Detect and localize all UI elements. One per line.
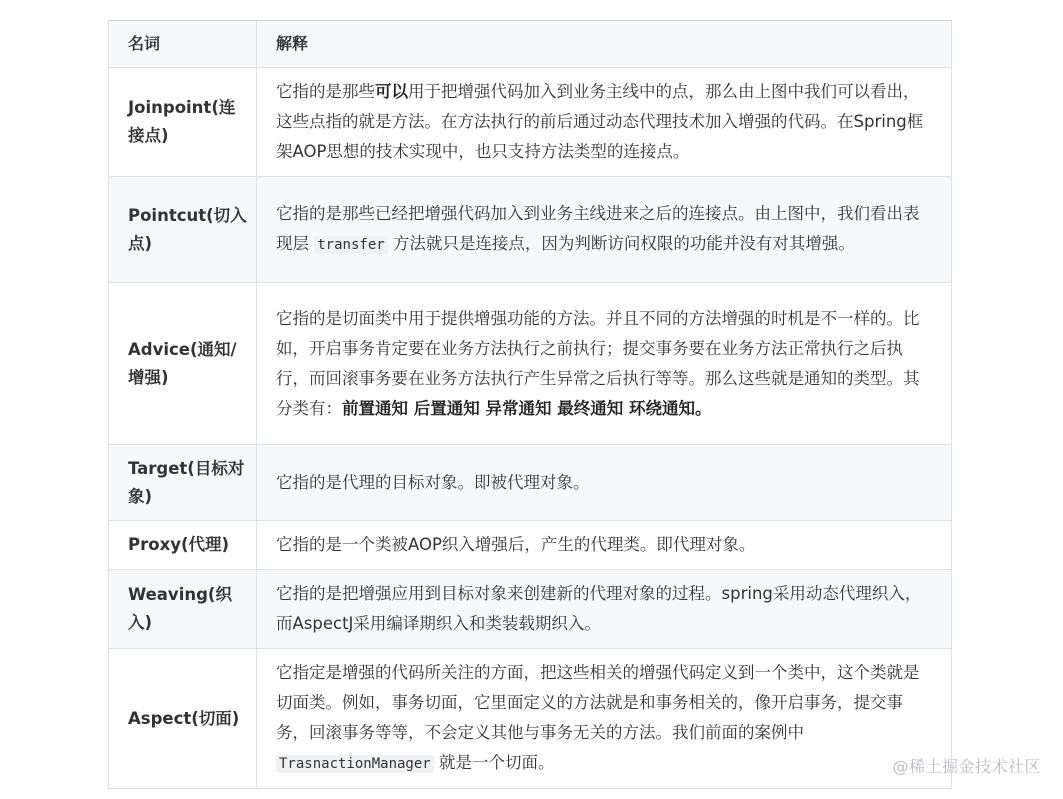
bold-text: 前置通知 后置通知 异常通知 最终通知 环绕通知。 [342,398,712,418]
term-cell: Weaving(织入) [109,570,257,649]
table-header-row [109,21,952,68]
table-row [109,68,952,177]
header-explanation: 解释 [257,21,952,68]
table-row [109,570,952,649]
terms-table [108,20,952,789]
explanation-text: 它指的是切面类中用于提供增强功能的方法。并且不同的方法增强的时机是不一样的。比如，开启事务肯定要在业务方法执行之前执行；提交事务要在业务方法正常执行之后执行，而回滚事务要在业务方法执行产生异常之后执行等等。那么这些就是通知的类型。其分类有： [276,308,920,418]
table-row [109,521,952,570]
explanation-cell [257,570,952,649]
explanation-text: 它指的是把增强应用到目标对象来创建新的代理对象的过程。spring采用动态代理织入，而AspectJ采用编译期织入和类装载期织入。 [276,584,922,633]
inline-code: transfer [314,236,387,254]
header-term: 名词 [109,21,257,68]
watermark: @稀土掘金技术社区 [892,757,1041,776]
table-body [109,68,952,789]
table-row [109,445,952,521]
table-row [109,177,952,283]
explanation-cell [257,177,952,283]
explanation-cell [257,649,952,789]
explanation-text: 它指的是一个类被AOP织入增强后，产生的代理类。即代理对象。 [276,535,756,554]
explanation-text: 它指的是那些已经把增强代码加入到业务主线进来之后的连接点。由上图中，我们看出表现层 [276,204,920,253]
term-cell: Proxy(代理) [109,521,257,570]
bold-text: 可以 [375,82,408,101]
term-cell: Aspect(切面) [109,649,257,789]
term-cell: Advice(通知/增强) [109,283,257,445]
explanation-cell [257,68,952,177]
explanation-cell [257,521,952,570]
explanation-text: 它指定是增强的代码所关注的方面，把这些相关的增强代码定义到一个类中，这个类就是切面类。例如，事务切面，它里面定义的方法就是和事务相关的，像开启事务，提交事务，回滚事务等等，不会定义其他与事务无关的方法。我们前面的案例中 [276,663,920,742]
inline-code: TrasnactionManager [276,755,434,773]
explanation-cell [257,283,952,445]
term-cell: Joinpoint(连接点) [109,68,257,177]
explanation-text: 它指的是代理的目标对象。即被代理对象。 [276,472,590,492]
term-cell: Pointcut(切入点) [109,177,257,283]
explanation-text: 就是一个切面。 [433,753,555,772]
explanation-cell [257,445,952,521]
explanation-text: 用于把增强代码加入到业务主线中的点，那么由上图中我们可以看出，这些点指的就是方法。在方法执行的前后通过动态代理技术加入增强的代码。在Spring框架AOP思想的技术实现中，也只支持方法类型的连接点。 [276,82,924,161]
explanation-text: 它指的是那些 [276,82,375,101]
table-row [109,283,952,445]
explanation-text: 方法就只是连接点，因为判断访问权限的功能并没有对其增强。 [387,234,855,253]
table-row [109,649,952,789]
term-cell: Target(目标对象) [109,445,257,521]
